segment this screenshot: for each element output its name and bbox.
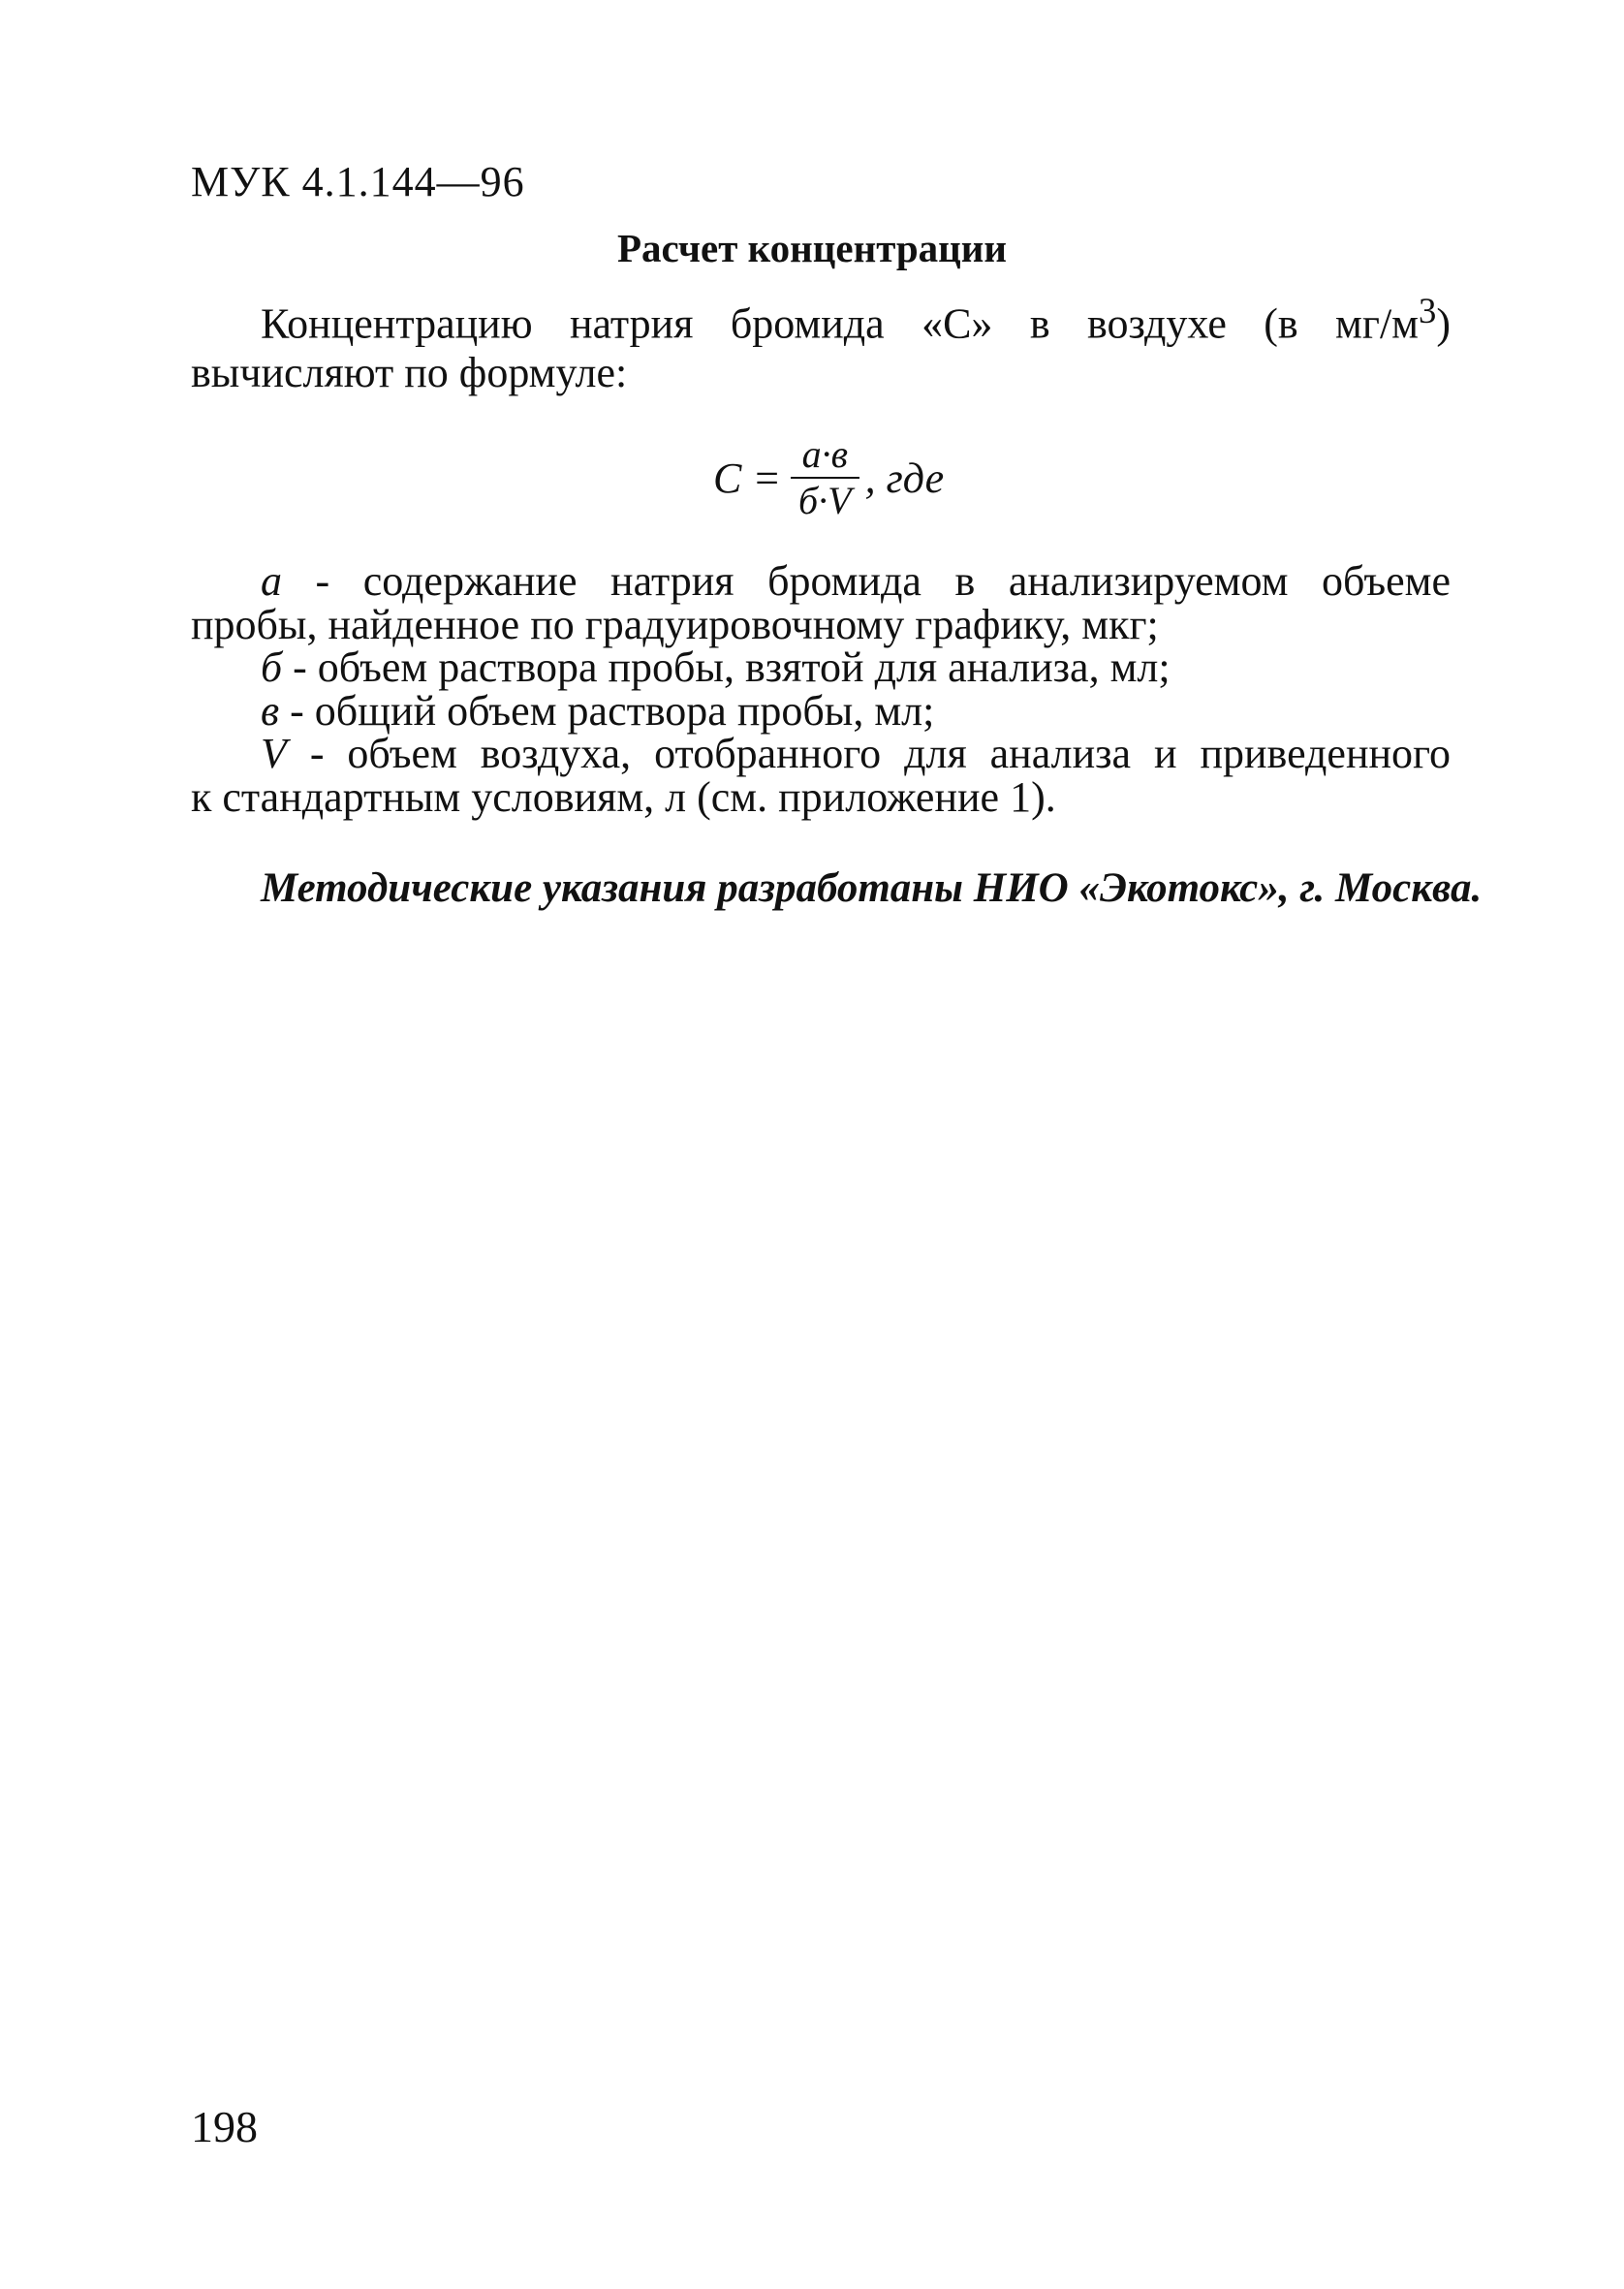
concentration-formula	[713, 424, 944, 531]
superscript-3: 3	[1419, 291, 1437, 330]
definitions-list	[191, 557, 1451, 821]
definition-v	[191, 686, 1451, 735]
definition-volume-continuation: к стандартным условиям, л (см. приложение 1).	[191, 772, 1056, 821]
formula-fraction	[791, 432, 859, 523]
formula-numerator: а·в	[801, 432, 849, 476]
formula-lhs: С =	[713, 454, 782, 502]
symbol-v: в	[261, 686, 280, 735]
intro-line-2: вычисляют по формуле:	[191, 348, 628, 396]
definition-a	[191, 557, 1451, 605]
definition-volume-text: - объем воздуха, отобранного для анализа и приведенного	[286, 730, 1451, 777]
developer-note: Методические указания разработаны НИО «Экотокс», г. Москва.	[261, 865, 1483, 911]
section-title: Расчет концентрации	[616, 226, 1008, 270]
definition-b-text: - объем раствора пробы, взятой для анализа, мл;	[282, 643, 1171, 691]
page-number: 198	[191, 2102, 258, 2151]
symbol-b: б	[261, 643, 283, 691]
document-code: МУК 4.1.144—96	[191, 158, 525, 205]
symbol-a: а	[261, 557, 282, 605]
definition-v-text: - общий объем раствора пробы, мл;	[279, 686, 935, 735]
definition-a-continuation: пробы, найденное по градуировочному графику, мкг;	[191, 600, 1159, 648]
formula-suffix: , где	[864, 454, 945, 502]
intro-line-1	[191, 287, 1451, 349]
intro-paragraph	[191, 287, 1451, 397]
formula-denominator: б·V	[798, 479, 852, 522]
intro-line-1-text: Концентрацию натрия бромида «С» в воздухе (в мг/м	[261, 299, 1420, 348]
definition-volume	[191, 730, 1451, 777]
intro-line-1-end: )	[1436, 299, 1451, 348]
symbol-volume: V	[261, 730, 287, 777]
definition-b	[191, 643, 1451, 691]
definition-a-text: - содержание натрия бромида в анализируемом объеме	[282, 557, 1451, 605]
